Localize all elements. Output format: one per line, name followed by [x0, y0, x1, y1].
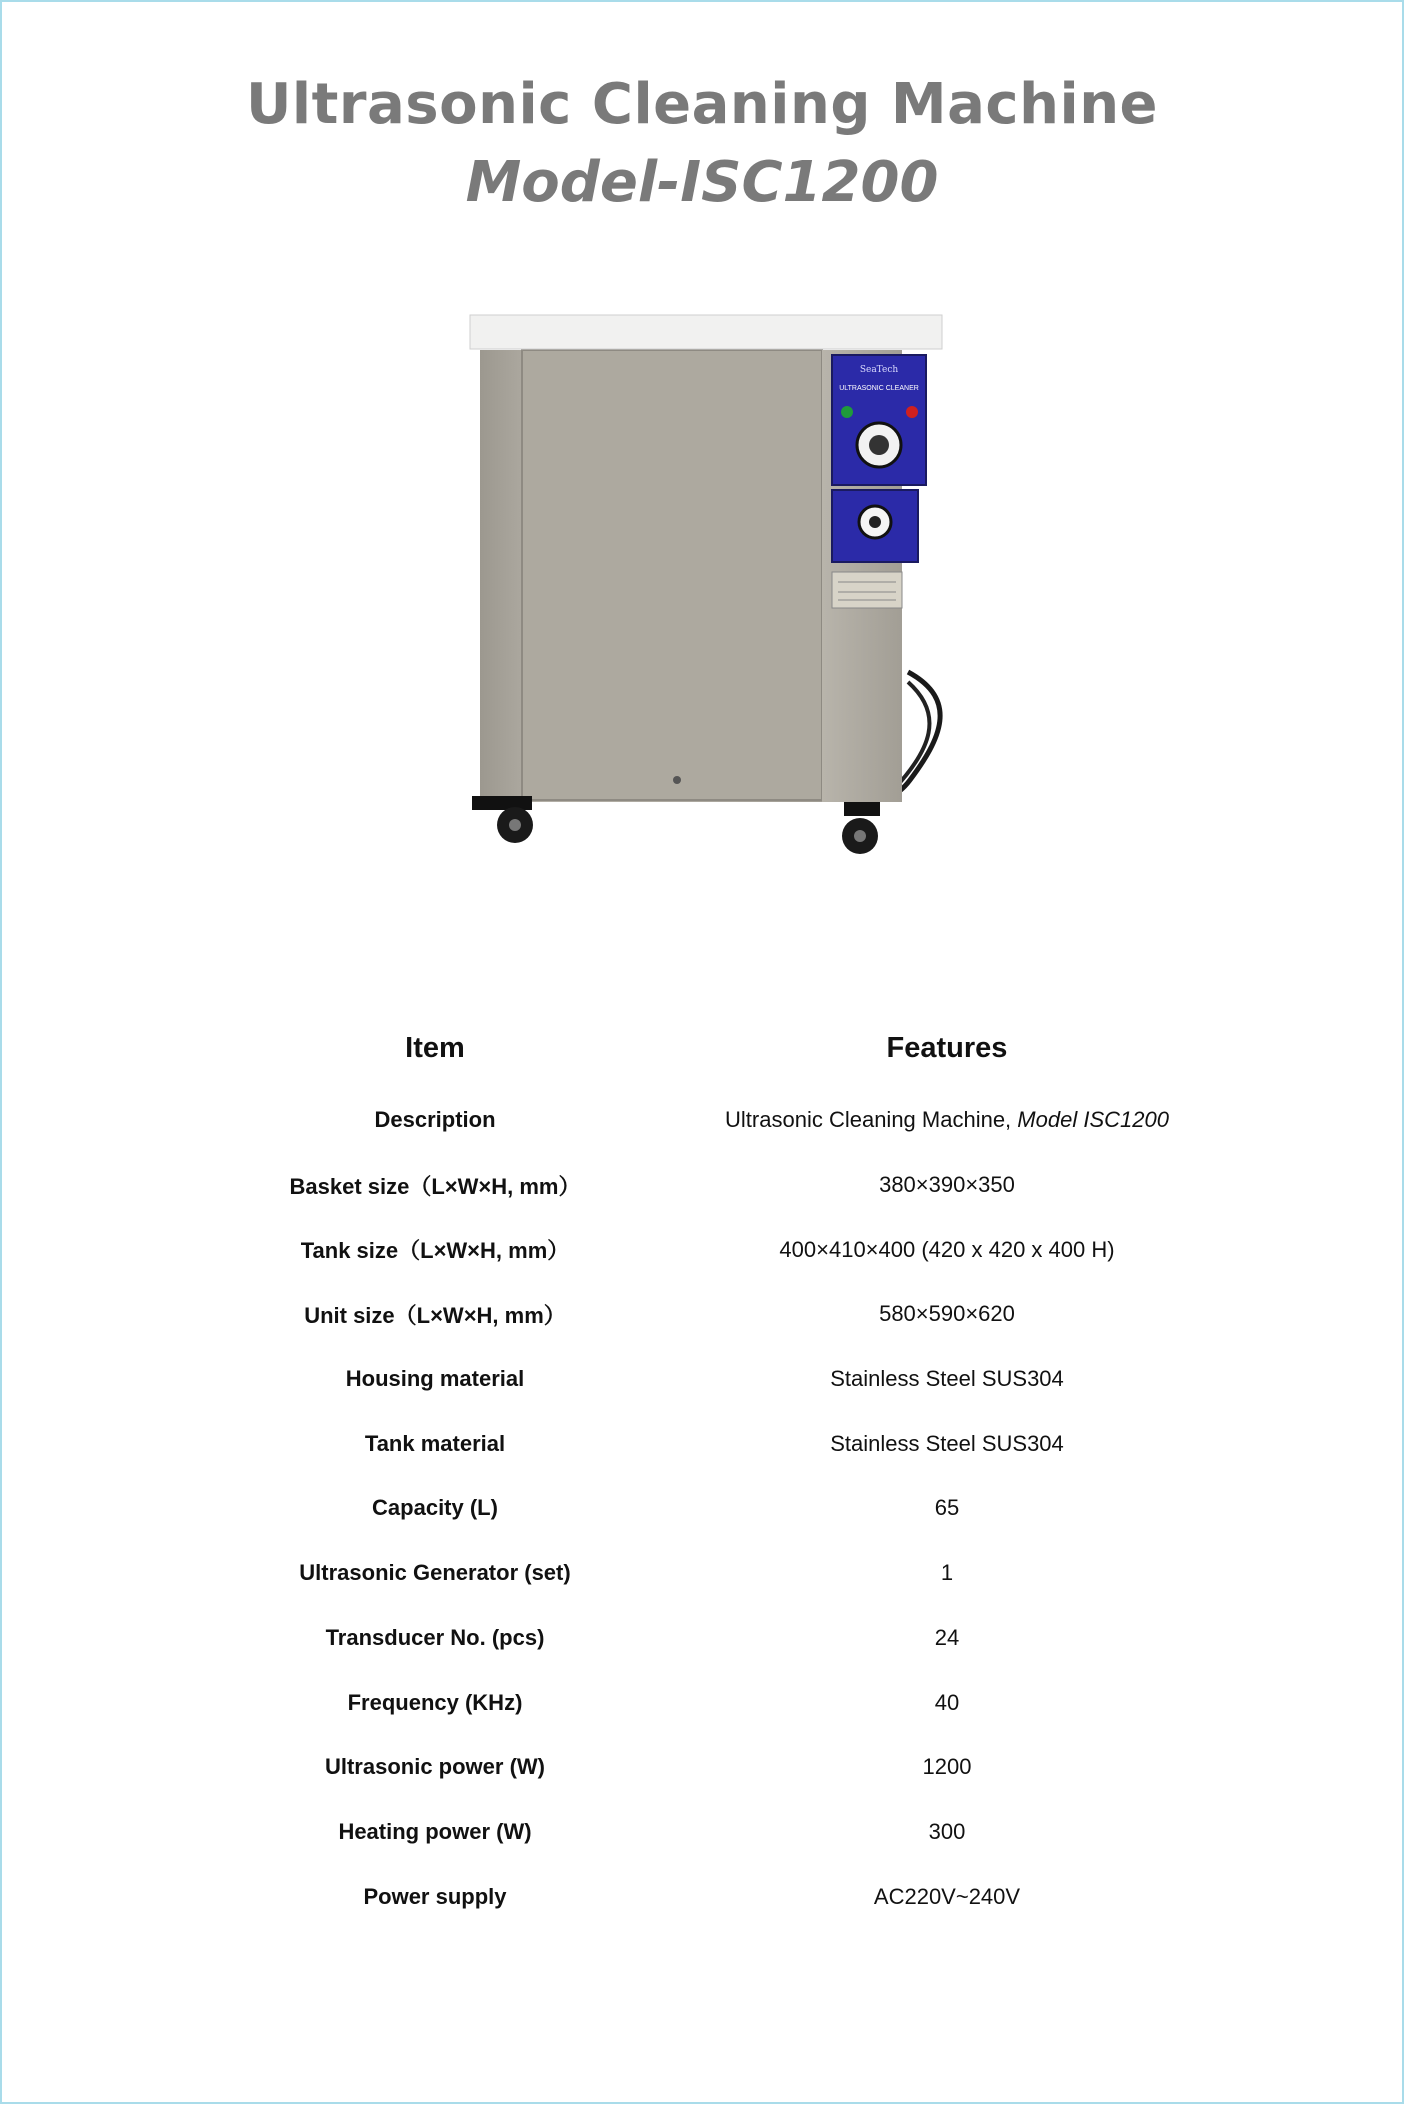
machine-lid [470, 315, 942, 349]
table-row [190, 1864, 1214, 1929]
row-feature [680, 1088, 1214, 1153]
row-feature: 65 [934, 1495, 960, 1521]
description-text: Ultrasonic Cleaning Machine, [725, 1107, 1018, 1133]
description-model: Model ISC1200 [1017, 1107, 1169, 1133]
model-subtitle: Model-ISC1200 [465, 150, 939, 215]
temp-lamp [906, 406, 918, 418]
row-feature: 1 [940, 1560, 954, 1586]
table-row [190, 1088, 1214, 1153]
row-feature: 400×410×400 (420 x 420 x 400 H) [779, 1236, 1115, 1262]
row-item: Capacity (L) [372, 1495, 498, 1521]
item-header: Item [405, 1031, 465, 1064]
table-row [190, 1282, 1214, 1347]
front-door [522, 350, 822, 800]
row-feature: 580×590×620 [879, 1301, 1015, 1327]
row-feature: 1200 [922, 1754, 972, 1780]
table-row [190, 1606, 1214, 1671]
table-row [190, 1800, 1214, 1865]
table-row [190, 1735, 1214, 1800]
row-item: Housing material [345, 1366, 525, 1392]
row-item: Ultrasonic Generator (set) [299, 1560, 571, 1586]
row-feature: Stainless Steel SUS304 [830, 1430, 1064, 1456]
row-feature: 300 [928, 1818, 966, 1844]
caster-left [472, 796, 532, 810]
spec-table [190, 1020, 1214, 1929]
table-row [190, 1476, 1214, 1541]
row-item: Unit size（L×W×H, mm） [304, 1302, 566, 1328]
row-item: Basket size（L×W×H, mm） [289, 1173, 581, 1199]
row-feature: Stainless Steel SUS304 [830, 1366, 1064, 1392]
table-header-row [190, 1020, 1214, 1088]
features-header: Features [886, 1031, 1008, 1064]
row-item: Heating power (W) [338, 1818, 532, 1844]
table-row [190, 1153, 1214, 1218]
nameplate [832, 572, 902, 608]
row-item: Ultrasonic power (W) [324, 1754, 545, 1780]
row-item: Power supply [363, 1883, 507, 1909]
table-row [190, 1670, 1214, 1735]
row-item: Tank material [364, 1430, 506, 1456]
table-row [190, 1541, 1214, 1606]
page-title: Ultrasonic Cleaning Machine [245, 72, 1159, 137]
panel-brand: SeaTech [859, 365, 899, 375]
table-row [190, 1347, 1214, 1412]
caster-right [844, 802, 880, 816]
row-item: Description [374, 1107, 496, 1133]
heater-lamp [841, 406, 853, 418]
row-feature: 24 [934, 1624, 960, 1650]
panel-label: ULTRASONIC CLEANER [839, 385, 919, 392]
row-feature: AC220V~240V [873, 1883, 1021, 1909]
row-feature: 380×390×350 [879, 1172, 1015, 1198]
row-item: Transducer No. (pcs) [325, 1624, 545, 1650]
product-image [440, 300, 960, 880]
table-row [190, 1217, 1214, 1282]
row-item: Frequency (KHz) [347, 1689, 523, 1715]
row-item: Tank size（L×W×H, mm） [300, 1238, 570, 1264]
table-row [190, 1411, 1214, 1476]
row-feature: 40 [934, 1689, 960, 1715]
